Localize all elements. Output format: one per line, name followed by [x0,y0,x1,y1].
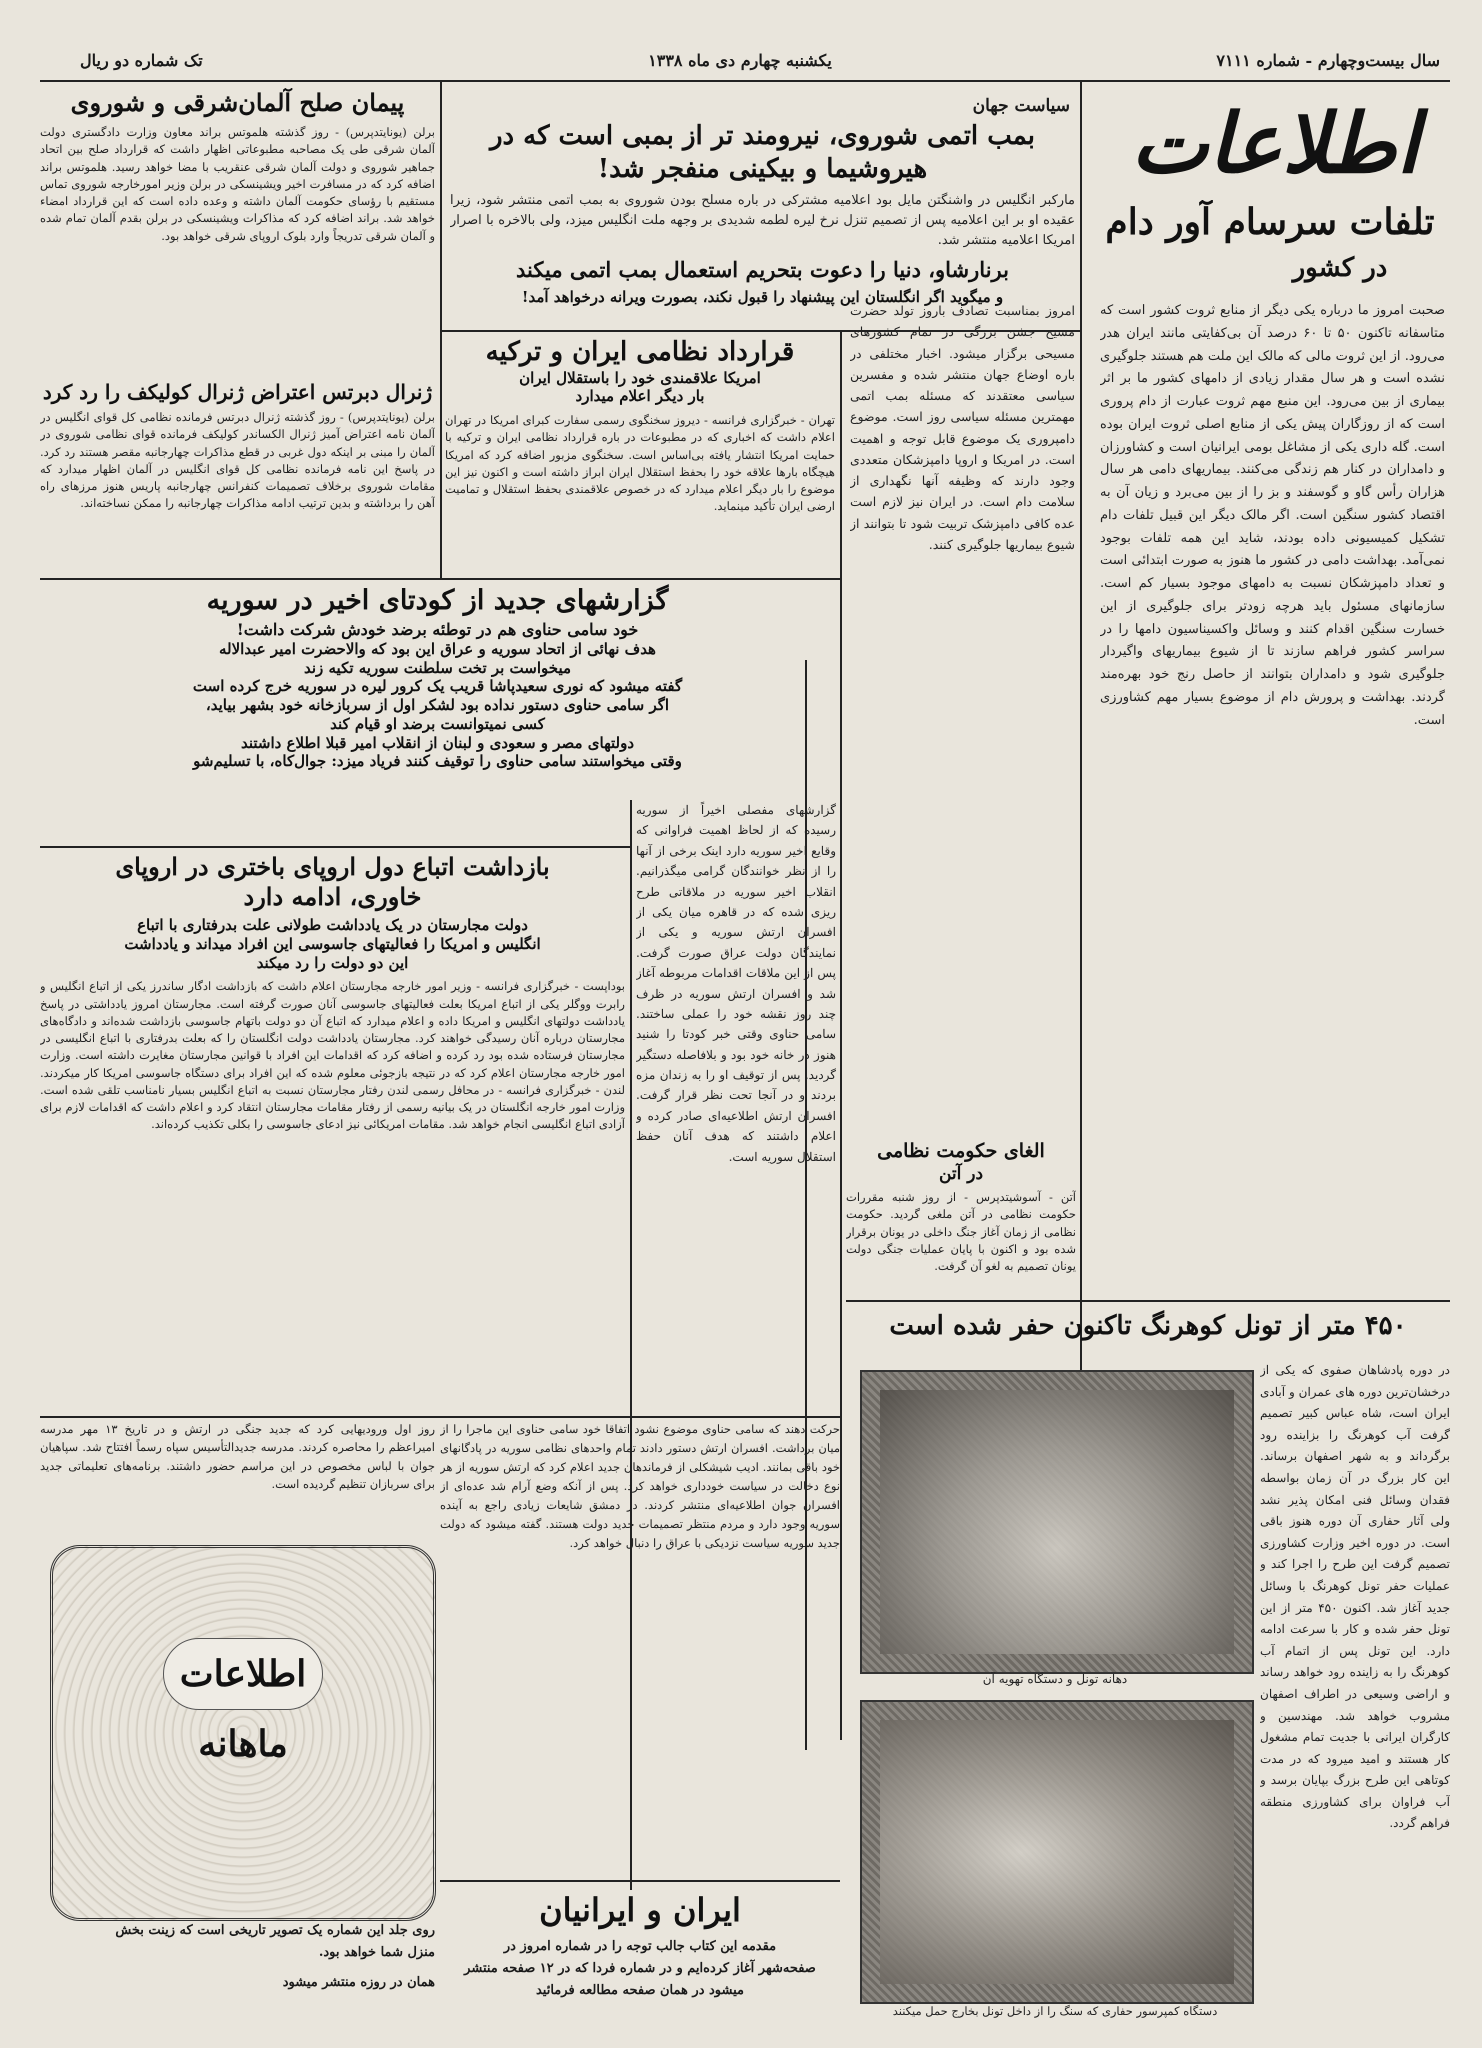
livestock-headline-2-wrap [1230,252,1450,292]
syria-line-7: دولتهای مصر و سعودی و لبنان از انقلاب امیر قبلا اطلاع داشتند [240,733,635,752]
issue-date: یکشنبه چهارم دی ماه ۱۳۳۸ [648,51,832,70]
livestock-headline-1: تلفات سرسام آور دام [1105,201,1435,243]
syria-line-5: اگر سامی حناوی دستور نداده بود لشکر اول از سربازخانه خود بشهر بیاید، [205,696,670,714]
military-school-body: روز اول ورودیهایی کرد که جدید جنگی در ارتش و در تاریخ ۱۳ مهر مدرسه امیراعظم را محاصره کردند. مدرسه جدیدالتأسیس سپاه رسماً افتتاح شد. سپاهیان جوان با لباس مخصوص در این مراسم حضور داشتند. برنامه‌های تعلیماتی جدید برای سربازان تنظیم گردیده است. [40,1422,435,1492]
peace-headline: پیمان صلح آلمان‌شرقی و شوروی [70,88,405,117]
tunnel-caption-2: دستگاه کمپرسور حفاری که سنگ را از داخل تونل بخارج حمل میکنند [892,2004,1218,2018]
magazine-title: اطلاعات ماهانه [163,1638,323,1710]
arrests-subline-1: دولت مجارستان در یک یادداشت طولانی علت بدرفتاری با اتباع [137,916,528,934]
masthead: اطلاعات [1130,96,1420,192]
section-label: سیاست جهان [972,96,1070,116]
iran-body-3: میشود در همان صفحه مطالعه فرمائید [535,1983,744,1999]
syria-line-4: گفته میشود که نوری سعیدپاشا قریب یک کرور لیره در سوریه خرج کرده است [192,677,683,696]
tunnel-headline: ۴۵۰ متر از تونل کوهرنگ تاکنون حفر شده است [889,1311,1407,1341]
issue-number: سال بیست‌وچهارم - شماره ۷۱۱۱ [1216,51,1440,70]
arrests-body: بوداپست - خبرگزاری فرانسه - وزیر امور خارجه مجارستان اعلام داشت که بازداشت ادگار ساندرز یکی از اتباع انگلیس و رابرت ووگلر یکی از اتباع امریکا بعلت فعالیتهای جاسوسی آنان صورت گرفته است. مجارستان امروز یادداشتی در پاسخ یادداشت دولتهای انگلیس و امریکا داده و اعلام میدارد که اتباع آن دو دولت باتهام جاسوسی بازداشت شده‌اند و دادگاه‌های مجارستان درباره آنان رسیدگی خواهند کرد. مجارستان یادداشت دولت انگلستان را که بعلت بدرفتاری با اتباع انگلیسی در مجارستان فرستاده شده بود رد کرده و اضافه کرد که اقدامات این افراد با قوانین مجارستان مغایرت داشته است. وزارت امور خارجه مجارستان اعلام کرد که در نتیجه بازجوئی معلوم شده که این افراد برای دستگاه جاسوسی امریکا کار میکردند. لندن - خبرگزاری فرانسه - در محافل رسمی لندن رفتار مجارستان نسبت به اتباع انگلیس بسیار نامناسب تلقی شده است. وزارت امور خارجه انگلستان در یک بیانیه رسمی از رفتار مقامات مجارستان انتقاد کرد و اعلام داشت که اقدامات لازم برای آزادی اتباع انگلیسی انجام خواهد شد. مقامات امریکائی نیز ادعای جاسوسی را بکلی تکذیب کرده‌اند. [40,979,625,1132]
syria-line-6: کسی نمیتوانست برضد او قیام کند [330,714,545,733]
athens-headline-2: در آتن [938,1163,984,1184]
magazine-caption-2: منزل شما خواهد بود. [318,1945,435,1961]
arrests-subline-3: این دو دولت را رد میکند [256,953,409,972]
roberts-headline: ژنرال دبرتس اعتراض ژنرال کولیکف را رد کرد [42,380,433,404]
livestock-body: صحبت امروز ما درباره یکی دیگر از منابع ثروت کشور است که متاسفانه تاکنون ۵۰ تا ۶۰ درصد آن بی‌کفایتی مانند ایران هدر می‌رود. از این ثروت مالی که مالک این ملت هم هستند جلوگیری نشده است و هر سال مقدار زیادی از دامهای کشور ما بر اثر بیماری از بین می‌رود. این منبع مهم ثروت عبارت از دام پروری است که از روزگاران پیش یکی از منابع اصلی ثروت ایران بوده است. گله داری یکی از مشاغل بومی ایرانیان است و کشاورزان و دامداران در کنار هم زندگی می‌کنند. بیماریهای دامی هر سال هزاران رأس گاو و گوسفند و بز را از بین می‌برد و زیان آن به اقتصاد کشور سنگین است. اگر مالک دیگر این قبیل تلفات دام تشکیل کمیسیونی داده بودند، شاید این همه تلفات بوجود نمی‌آمد. بهداشت دامی در کشور ما هنوز به صورت ابتدائی است و تعداد دامپزشکان نسبت به دامهای موجود بسیار کم است. سازمانهای مسئول باید هرچه زودتر برای جلوگیری از این خسارت سنگین اقدام کنند و وسائل واکسیناسیون دامها را در سراسر کشور فراهم سازند تا از شیوع بیماریهای واگیردار جلوگیری شود و دامداران بتوانند از حاصل رنج خود بهره‌مند گردند. بهداشت و پرورش دام از موضوع بسیار مهم کشاورزی است. [1100,303,1445,728]
misc-column-body: امروز بمناسبت تصادف باروز تولد حضرت مسیح جشن بزرگی در تمام کشورهای مسیحی برگزار میشود. اخبار مختلفی در باره اوضاع جهان منتشر شده و مفسرین سیاسی معتقدند که مسئله بمب اتمی مهمترین مسئله سیاسی روز است. موضوع دامپروری یک موضوع قابل توجه و اهمیت است. در امریکا و اروپا دامپزشکان متعددی وجود دارند که وظیفه آنها نگهداری از سلامت دام است. در ایران نیز لازم است عده کافی دامپزشک تربیت شود تا بتوانند از شیوع بیماریها جلوگیری کنند. [850,303,1075,552]
tunnel-body: در دوره پادشاهان صفوی که یکی از درخشان‌ترین دوره های عمران و آبادی ایران است، شاه عباس کبیر تصمیم گرفت آب کوهرنگ را بزاینده رود برگرداند و به شهر اصفهان برساند. این کار بزرگ در آن زمان بواسطه فقدان وسائل فنی امکان پذیر نشد ولی آثار حفاری آن دوره هنوز باقی است. در دوره اخیر وزارت کشاورزی تصمیم گرفت این طرح را اجرا کند و عملیات حفر تونل کوهرنگ با وسائل جدید آغاز شد. اکنون ۴۵۰ متر از این تونل حفر شده و کار با سرعت ادامه دارد. این تونل پس از اتمام آب کوهرنگ را به زاینده رود خواهد رساند و اراضی وسیعی در اطراف اصفهان مشروب خواهد شد. مهندسین و کارگران ایرانی با جدیت تمام مشغول کار هستند و امید میرود که در مدت کوتاهی این طرح بزرگ بپایان برسد و آب فراوان برای کشاورزی منطقه فراهم گردد. [1260,1363,1450,1831]
syria-body: گزارشهای مفصلی اخیراً از سوریه رسیده که از لحاظ اهمیت فراوانی که وقایع اخیر سوریه دارد اینک برخی از آنها را از نظر خوانندگان گرامی میگذرانیم. انقلاب اخیر سوریه در ملاقاتی طرح ریزی شده که در قاهره میان یکی از افسران ارتش سوریه و یکی از نمایندگان دولت عراق صورت گرفت. پس از این ملاقات اقدامات مربوطه آغاز شد و افسران ارتش سوریه در ظرف چند روز نقشه خود را عملی ساختند. سامی حناوی وقتی خبر کودتا را شنید هنوز در خانه خود بود و بلافاصله دستگیر گردید. پس از توقیف او را به زندان مزه بردند و در آنجا تحت نظر قرار گرفت. افسران ارتش اطلاعیه‌ای صادر کرده و اعلام داشتند که هدف آنان حفظ استقلال سوریه است. [636,803,836,1164]
iran-body [440,1936,840,2002]
pact-subline-2: بار دیگر اعلام میدارد [575,387,705,406]
header-strip [60,44,1450,78]
iran-body-2: صفحه‌شهر آغاز کرده‌ایم و در شماره فردا که در ۱۲ صفحه منتشر [464,1961,816,1977]
peace-body: برلن (یونایتدپرس) - روز گذشته هلموتس براند معاون وزارت دادگستری دولت آلمان شرقی طی یک مصاحبه مطبوعاتی اظهار داشت که قرارداد صلح بین اتحاد جماهیر شوروی و دولت آلمان شرقی عنقریب با مضا خواهد رسید. هلموتس براند اضافه کرد که در مسافرت اخیر ویشینسکی در برلن وزیر امورخارجه شوروی تماس مستقیم با رؤسای حکومت آلمان داشته و وعده داده است که این قرارداد امضاء خواهد شد. براند اضافه کرد که مذاکرات ویشینسکی در برلن بقدم آلمان تمام شده و آلمان شرقی تدریجاً وارد بلوک اروپای شرقی خواهد بود. [40,125,435,243]
iran-body-1: مقدمه این کتاب جالب توجه را در شماره امروز در [503,1939,777,1954]
arrests-subline-2: انگلیس و امریکا را فعالیتهای جاسوسی این افراد میداند و یادداشت [124,934,541,953]
syria-line-2: هدف نهائی از اتحاد سوریه و عراق این بود که والاحضرت امیر عبدالاله [219,639,656,658]
syria-continuation-body: حرکت دهند که سامی حناوی موضوع نشود اتفاقا خود سامی حناوی این ماجرا را از میان برداشت. افسران ارتش دستور دادند تمام واحدهای نظامی سوریه در پادگانهای خود باقی بمانند. ادیب شیشکلی از فرماندهان جدید اعلام کرد که ارتش سوریه از هر نوع دخالت در سیاست خودداری خواهد کرد. پس از آنکه وضع آرام شد عده‌ای از افسران جوان اطلاعیه‌ای منتشر کردند. در دمشق شایعات زیادی راجع به آینده سوریه وجود دارد و مردم منتظر تصمیمات جدید دولت هستند. گفته میشود که دولت جدید سوریه سیاست نزدیکی با عراق را دنبال خواهد کرد. [440,1422,840,1550]
issue-price: تک شماره دو ریال [80,51,203,70]
atom-headline-1: بمب اتمی شوروی، نیرومند تر از بمبی است که در [489,121,1036,151]
syria-line-3: میخواست بر تخت سلطنت سوریه تکیه زند [303,658,572,677]
atom-intro: مارکبر انگلیس در واشنگتن مایل بود اعلامیه مشترکی در باره مسلح بودن شوروی به بمب اتمی منتشر شود، زیرا عقیده او بر این اعلامیه پس از تصمیم تنزل نرخ لیره لطمه شدیدی بر وجهه ملت انگلیس میزد، ولی بالاخره با اصرار امریکا اعلامیه منتشر شد. [450,193,1075,249]
syria-line-8: وقتی میخواستند سامی حناوی را توقیف کنند فریاد میزد: جوال‌کاه، با تسلیم‌شو [193,752,682,771]
tunnel-photo-1 [860,1370,1254,1674]
article-iran-iranians [440,1890,840,2040]
iran-headline: ایران و ایرانیان [539,1891,741,1929]
pact-subline-1: امریکا علاقمندی خود را باستقلال ایران [519,368,761,387]
magazine-caption [40,1920,435,2040]
athens-headline-1: الغای حکومت نظامی [877,1140,1045,1162]
article-atom-bomb [450,120,1075,320]
article-athens [846,1140,1076,1310]
tunnel-caption-1: دهانه تونل و دستگاه تهویه آن [982,1672,1128,1686]
arrests-headline-1: بازداشت اتباع دول اروپای باختری در اروپای [115,852,550,881]
arrests-headline-2: خاوری، ادامه دارد [243,882,422,911]
article-peace-pact [40,88,435,578]
magazine-caption-1: روی جلد این شماره یک تصویر تاریخی است که زینت بخش [115,1923,435,1938]
syria-line-1: خود سامی حناوی هم در توطئه برضد خودش شرکت داشت! [236,619,639,639]
livestock-headline-2: در کشور [1292,253,1388,283]
article-iran-turkey [445,336,835,566]
atom-subline: و میگوید اگر انگلستان این پیشنهاد را قبول نکند، بصورت ویرانه درخواهد آمد! [521,287,1004,306]
tunnel-photo-2 [860,1700,1254,2004]
roberts-body: برلن (یونایتدپرس) - روز گذشته ژنرال دبرتس فرمانده نظامی کل قوای انگلیس در آلمان نامه اعتراض آمیز ژنرال الکساندر کولیکف فرمانده قوای نظامی شوروی در آلمان را مبنی بر اینکه دول غربی در قطع مذاکرات چهارجانبه مقصر هستند رد کرد. در پاسخ این نامه فرمانده نظامی کل قوای انگلیس در آلمان اظهار میدارد که مقامات شوروی برخلاف تصمیمات کنفرانس چهارجانبه پاریس هنوز مرزهای راه آهن را برداشته و بدین ترتیب ادامه مذاکرات چهارجانبه را ممکن نساخته‌اند. [40,410,435,511]
tunnel-headline-wrap [846,1310,1450,1360]
syria-headline: گزارشهای جدید از کودتای اخیر در سوریه [206,585,669,616]
atom-headline-2: هیروشیما و بیکینی منفجر شد! [597,153,928,184]
article-arrests [40,852,625,1412]
atom-headline-3: برنارشاو، دنیا را دعوت بتحریم استعمال بمب اتمی میکند [516,257,1009,283]
pact-body: تهران - خبرگزاری فرانسه - دیروز سخنگوی رسمی سفارت کبرای امریکا در تهران اعلام داشت که اخباری که در مطبوعات در باره قرارداد نظامی ایران و ترکیه با حمایت امریکا انتشار یافته بی‌اساس است. سخنگوی مزبور اضافه کرد که امریکا هیچگاه بارها علاقه خود را بحفظ استقلال ایران ابراز داشته است و اکنون نیز این موضوع را بار دیگر اعلام میدارد که در خصوص علاقمندی بحفظ استقلال و تمامیت ارضی ایران تأکید مینماید. [445,413,835,514]
magazine-ornament [50,1545,436,1921]
magazine-caption-3: همان در روزه منتشر میشود [282,1975,435,1991]
athens-body: آتن - آسوشیتدپرس - از روز شنبه مقررات حکومت نظامی در آتن ملغی گردید. حکومت نظامی از زمان آغاز جنگ داخلی در یونان برقرار شده بود و اکنون با پایان عملیات جنگی دولت یونان تصمیم به لغو آن گرفت. [846,1190,1076,1273]
pact-headline: قرارداد نظامی ایران و ترکیه [485,337,795,367]
